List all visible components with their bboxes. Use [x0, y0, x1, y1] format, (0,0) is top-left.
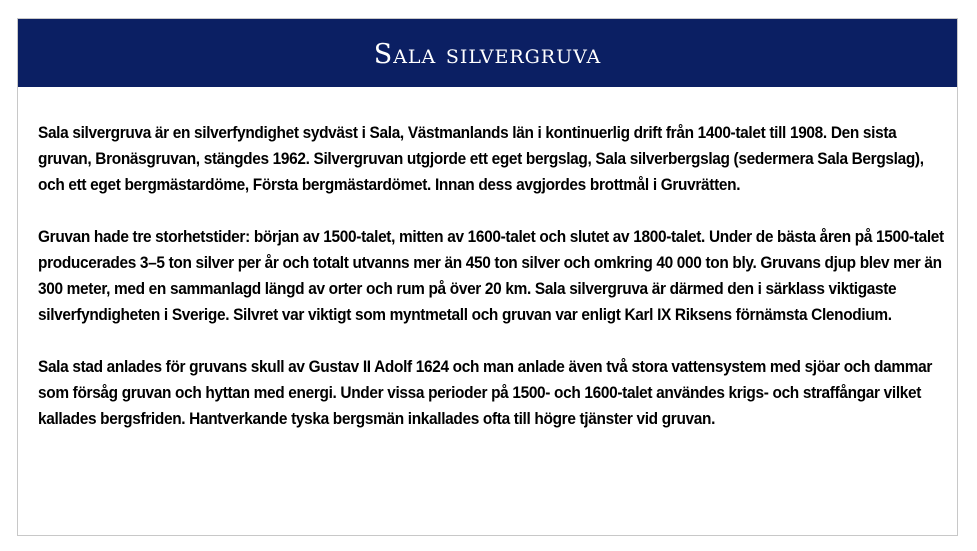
page-title: Sala silvergruva: [373, 38, 602, 70]
body-text: [38, 120, 948, 458]
paragraph-history: Sala silvergruva är en silverfyndighet sydväst i Sala, Västmanlands län i kontinuerlig drift från 1400-talet till 1908. Den sista gruvan, Bronäsgruvan, stängdes 1962. Silvergruvan utgjorde ett eget bergslag, Sala silverbergslag (sedermera Sala Bergslag), och ett eget bergmästardöme, Första bergmästardömet. Innan dess avgjordes brottmål i Gruvrätten.: [38, 124, 924, 194]
paragraph-production: Gruvan hade tre storhetstider: början av 1500-talet, mitten av 1600-talet och slutet av 1800-talet. Under de bästa åren på 1500-talet producerades 3–5 ton silver per år och totalt utvanns mer än 450 ton silver och omkring 40 000 ton bly. Gruvans djup blev mer än 300 meter, med en sammanlagd längd av orter och rum på över 20 km. Sala silvergruva är därmed den i särklass viktigaste silverfyndigheten i Sverige. Silvret var viktigt som myntmetall och gruvan var enligt Karl IX Riksens förnämsta Clenodium.: [38, 228, 944, 324]
paragraph-town: Sala stad anlades för gruvans skull av Gustav II Adolf 1624 och man anlade även två stora vattensystem med sjöar och dammar som försåg gruvan och hyttan med energi. Under vissa perioder på 1500- och 1600-talet användes krigs- och straffångar vilket kallades bergsfriden. Hantverkande tyska bergsmän inkallades ofta till högre tjänster vid gruvan.: [38, 358, 933, 428]
title-bar: [18, 19, 957, 87]
